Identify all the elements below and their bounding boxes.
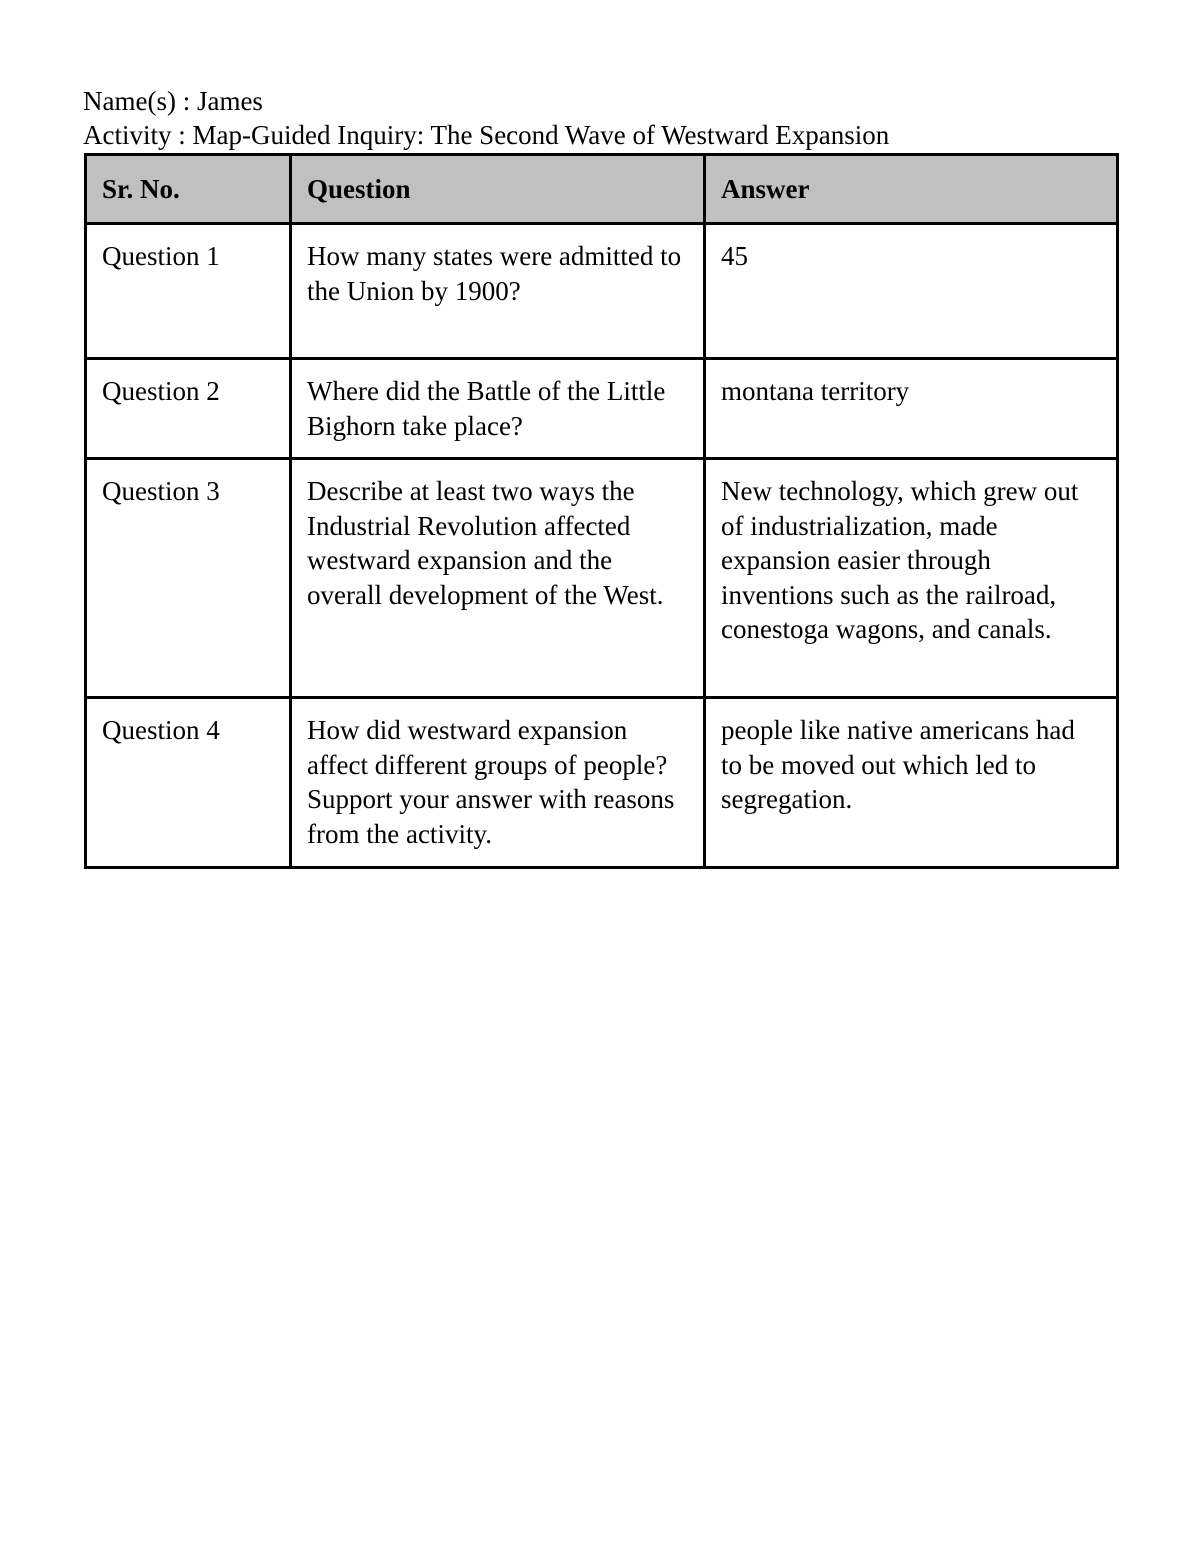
question-cell: How many states were admitted to the Union by 1900? bbox=[291, 224, 705, 359]
column-header-question: Question bbox=[291, 155, 705, 224]
table-row bbox=[86, 698, 1118, 868]
answer-cell: montana territory bbox=[705, 359, 1118, 459]
table-header-row bbox=[86, 155, 1118, 224]
question-cell: Where did the Battle of the Little Bighorn take place? bbox=[291, 359, 705, 459]
question-answer-table bbox=[84, 153, 1119, 869]
answer-cell: New technology, which grew out of industrialization, made expansion easier through inventions such as the railroad, conestoga wagons, and canals. bbox=[705, 459, 1118, 698]
sr-no-cell: Question 4 bbox=[86, 698, 291, 868]
student-name-line: Name(s) : James bbox=[83, 86, 263, 116]
table-row bbox=[86, 459, 1118, 698]
column-header-answer: Answer bbox=[705, 155, 1118, 224]
sr-no-cell: Question 3 bbox=[86, 459, 291, 698]
answer-cell: people like native americans had to be moved out which led to segregation. bbox=[705, 698, 1118, 868]
question-cell: Describe at least two ways the Industrial Revolution affected westward expansion and the overall development of the West. bbox=[291, 459, 705, 698]
sr-no-cell: Question 1 bbox=[86, 224, 291, 359]
table-row bbox=[86, 224, 1118, 359]
sr-no-cell: Question 2 bbox=[86, 359, 291, 459]
column-header-sr-no: Sr. No. bbox=[86, 155, 291, 224]
answer-cell: 45 bbox=[705, 224, 1118, 359]
table-row bbox=[86, 359, 1118, 459]
document-header bbox=[83, 84, 889, 152]
question-cell: How did westward expansion affect different groups of people? Support your answer with reasons from the activity. bbox=[291, 698, 705, 868]
activity-title-line: Activity : Map-Guided Inquiry: The Second Wave of Westward Expansion bbox=[83, 120, 890, 150]
